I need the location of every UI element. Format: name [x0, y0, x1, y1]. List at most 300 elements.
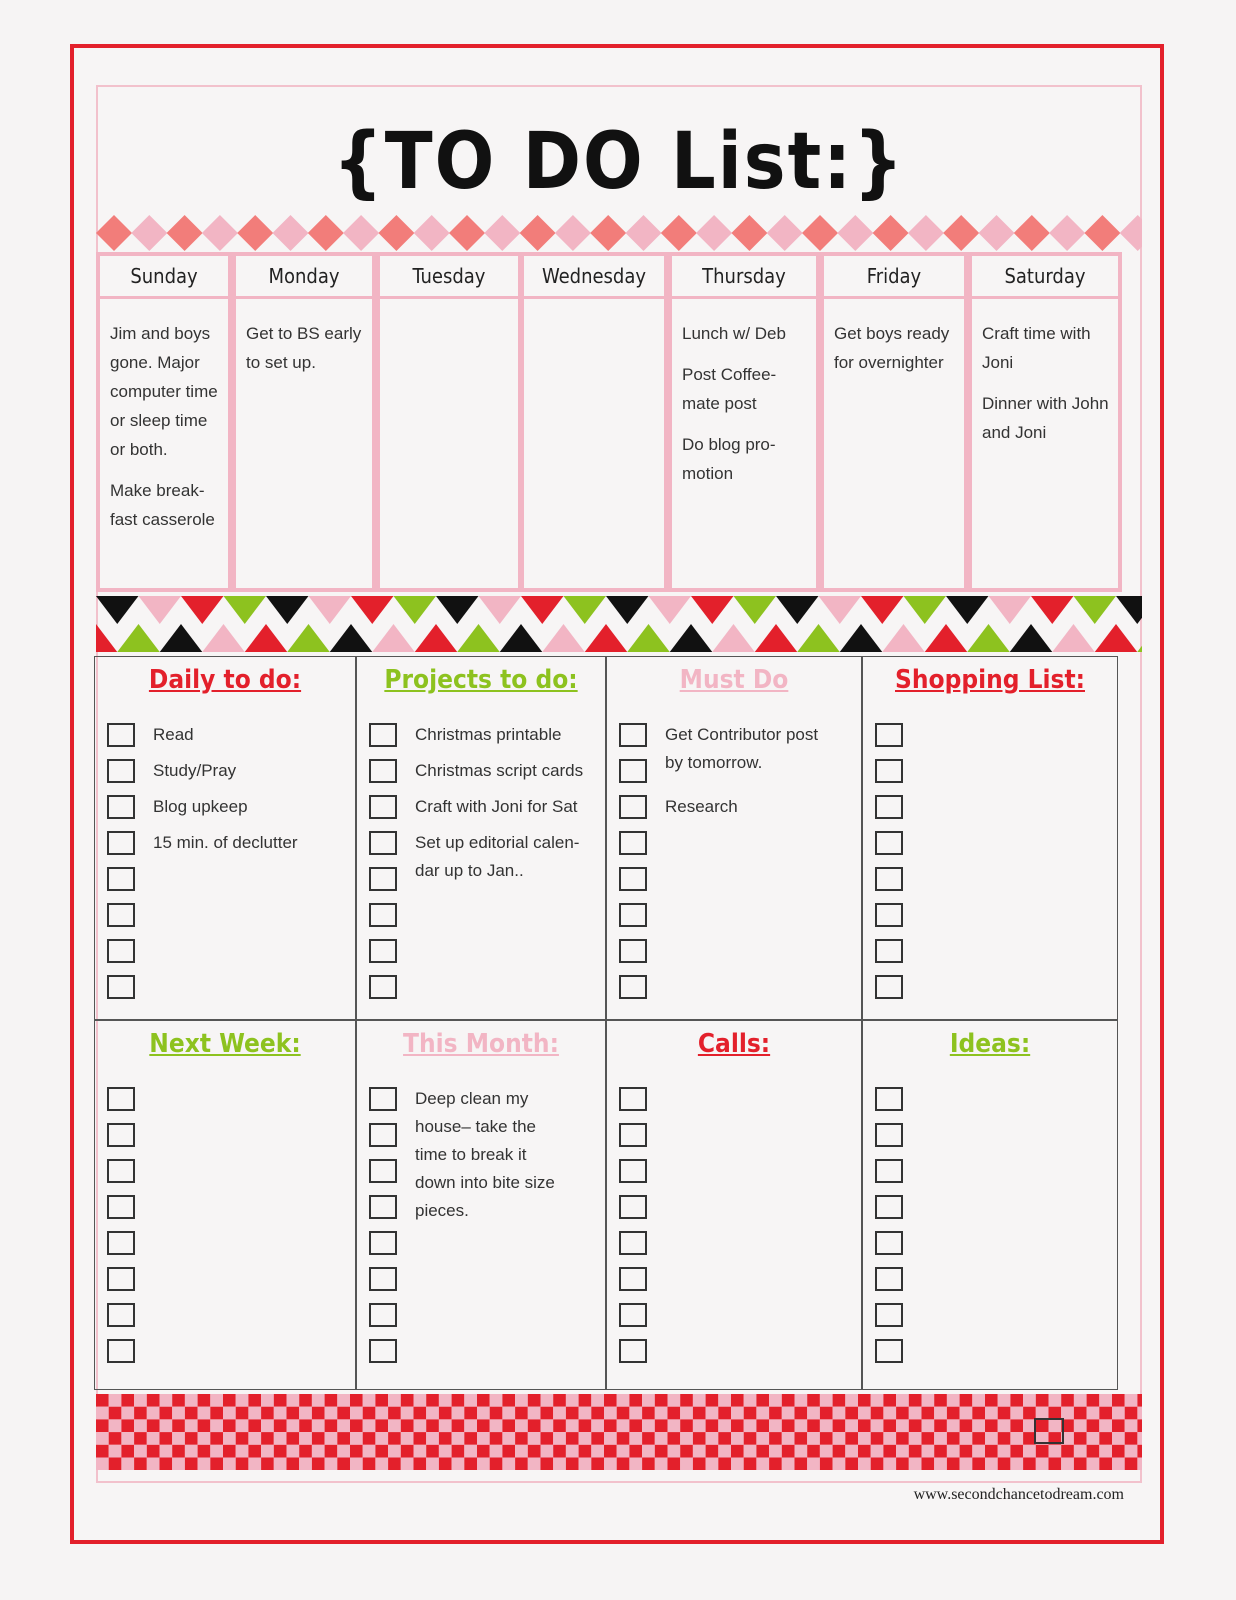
checker-square [769, 1407, 782, 1420]
checker-square [693, 1458, 706, 1471]
checker-square [883, 1445, 896, 1458]
checker-square [464, 1394, 477, 1407]
checker-square [579, 1432, 592, 1445]
triangle-shape [202, 624, 245, 652]
checker-square [350, 1445, 363, 1458]
checker-square [1036, 1458, 1049, 1471]
diamond-shape [484, 215, 520, 251]
checkbox[interactable] [107, 723, 135, 747]
triangle-shape [819, 596, 862, 624]
checker-square [109, 1458, 122, 1471]
checker-square [718, 1394, 731, 1407]
checkbox[interactable] [107, 975, 135, 999]
triangle-shape [181, 596, 224, 624]
day-note: Lunch w/ Deb [682, 324, 786, 343]
checker-square [1099, 1432, 1112, 1445]
checkbox[interactable] [619, 831, 647, 855]
checker-square [210, 1407, 223, 1420]
checker-square [248, 1432, 261, 1445]
checklist-item-text: Christmas script cards [415, 761, 584, 780]
checkbox[interactable] [875, 1303, 903, 1327]
checker-square [731, 1432, 744, 1445]
section-title: Next Week: [149, 1029, 301, 1059]
checker-square [325, 1432, 338, 1445]
checker-square [490, 1445, 503, 1458]
checker-square [909, 1419, 922, 1432]
checker-square [541, 1407, 554, 1420]
checker-square [198, 1407, 211, 1420]
checker-square [375, 1407, 388, 1420]
checker-square [998, 1407, 1011, 1420]
checker-square [896, 1419, 909, 1432]
checker-square [960, 1445, 973, 1458]
checker-square [668, 1432, 681, 1445]
checker-square [947, 1458, 960, 1471]
section-must-do [606, 656, 862, 1020]
checker-square [947, 1419, 960, 1432]
day-column-thursday [668, 252, 820, 592]
checker-square [668, 1419, 681, 1432]
checker-square [426, 1394, 439, 1407]
section-title: Projects to do: [384, 665, 578, 695]
checker-square [541, 1394, 554, 1407]
checker-square [985, 1458, 998, 1471]
diamond-shape [908, 215, 944, 251]
checker-square [1087, 1445, 1100, 1458]
checkbox[interactable] [369, 975, 397, 999]
checkbox[interactable] [369, 1087, 397, 1111]
checker-square [680, 1394, 693, 1407]
checkbox[interactable] [875, 1195, 903, 1219]
checker-square [185, 1445, 198, 1458]
diamond-shape [131, 215, 167, 251]
checklist-item-text: Study/Pray [153, 761, 237, 780]
checker-square [477, 1419, 490, 1432]
checker-square [337, 1445, 350, 1458]
checker-square [134, 1419, 147, 1432]
checkbox[interactable] [107, 759, 135, 783]
page-title: {TO DO List:} [332, 117, 906, 207]
checker-square [566, 1419, 579, 1432]
checkbox[interactable] [619, 939, 647, 963]
day-note: Get boys ready for overnighter [834, 324, 950, 372]
checker-square [210, 1432, 223, 1445]
checker-square [604, 1394, 617, 1407]
checker-square [1099, 1394, 1112, 1407]
triangle-shape [861, 596, 904, 624]
checker-square [274, 1432, 287, 1445]
checklist-item-text: 15 min. of declutter [153, 833, 298, 852]
checker-square [642, 1458, 655, 1471]
checkbox[interactable] [875, 723, 903, 747]
checkbox[interactable] [107, 795, 135, 819]
checkbox[interactable] [619, 1195, 647, 1219]
diamond-shape [1049, 215, 1085, 251]
checkbox[interactable] [619, 1339, 647, 1363]
day-column-monday [232, 252, 376, 592]
checker-square [604, 1445, 617, 1458]
checker-square [147, 1407, 160, 1420]
checkbox[interactable] [369, 759, 397, 783]
checker-square [566, 1407, 579, 1420]
checker-square [820, 1458, 833, 1471]
day-note: Make break-fast casserole [110, 481, 215, 529]
checker-square [121, 1445, 134, 1458]
diamond-shape [167, 215, 203, 251]
checkbox[interactable] [875, 795, 903, 819]
checkbox[interactable] [369, 723, 397, 747]
checker-square [820, 1394, 833, 1407]
checker-square [756, 1432, 769, 1445]
checker-square [426, 1432, 439, 1445]
checker-square [325, 1419, 338, 1432]
checker-square [490, 1394, 503, 1407]
checker-square [172, 1458, 185, 1471]
checkbox[interactable] [619, 867, 647, 891]
checker-square [629, 1394, 642, 1407]
checker-square [706, 1458, 719, 1471]
checkbox[interactable] [107, 1123, 135, 1147]
checker-square [693, 1432, 706, 1445]
footer-checkbox[interactable] [1034, 1418, 1064, 1444]
checker-square [795, 1419, 808, 1432]
checkbox[interactable] [619, 1303, 647, 1327]
checklist-item-text: Set up editorial calen- dar up to Jan.. [415, 833, 580, 880]
checkbox[interactable] [875, 867, 903, 891]
checkbox[interactable] [875, 939, 903, 963]
checkbox[interactable] [369, 795, 397, 819]
checker-square [172, 1445, 185, 1458]
checker-square [718, 1407, 731, 1420]
checkbox[interactable] [369, 1231, 397, 1255]
checker-square [1074, 1407, 1087, 1420]
checker-square [693, 1445, 706, 1458]
checkbox[interactable] [107, 1159, 135, 1183]
day-name: Wednesday [524, 256, 664, 299]
checker-square [769, 1394, 782, 1407]
checker-square [464, 1432, 477, 1445]
triangle-shape [457, 624, 500, 652]
checker-square [947, 1394, 960, 1407]
checker-square [795, 1445, 808, 1458]
checker-square [185, 1407, 198, 1420]
triangle-shape [797, 624, 840, 652]
checkbox[interactable] [619, 759, 647, 783]
checkbox[interactable] [875, 1087, 903, 1111]
checker-square [604, 1432, 617, 1445]
checkbox[interactable] [369, 939, 397, 963]
day-name: Saturday [972, 256, 1118, 299]
checker-square [922, 1407, 935, 1420]
checker-square [464, 1407, 477, 1420]
checker-square [375, 1394, 388, 1407]
checker-square [147, 1458, 160, 1471]
checker-square [541, 1458, 554, 1471]
checkbox[interactable] [369, 903, 397, 927]
checker-square [464, 1458, 477, 1471]
checkbox[interactable] [619, 1159, 647, 1183]
checker-square [1036, 1445, 1049, 1458]
checkbox[interactable] [875, 903, 903, 927]
checkbox[interactable] [619, 795, 647, 819]
checkbox[interactable] [369, 1267, 397, 1291]
day-note: Dinner with John and Joni [982, 394, 1109, 442]
diamond-shape [414, 215, 450, 251]
checkbox[interactable] [875, 1123, 903, 1147]
checker-square [452, 1407, 465, 1420]
checker-square [769, 1419, 782, 1432]
day-column-friday [820, 252, 968, 592]
checker-square [287, 1394, 300, 1407]
triangle-border [96, 596, 1142, 652]
diamond-shape [731, 215, 767, 251]
section-title: Daily to do: [148, 665, 302, 695]
checker-square [871, 1419, 884, 1432]
checkbox[interactable] [619, 723, 647, 747]
triangle-shape [1031, 596, 1074, 624]
checker-square [248, 1394, 261, 1407]
checker-square [934, 1445, 947, 1458]
checker-square [388, 1407, 401, 1420]
checker-square [363, 1432, 376, 1445]
diamond-shape [1084, 215, 1120, 251]
checkbox[interactable] [875, 759, 903, 783]
checker-square [858, 1458, 871, 1471]
checker-square [350, 1419, 363, 1432]
checker-square [706, 1394, 719, 1407]
checkbox[interactable] [107, 1303, 135, 1327]
checker-square [795, 1394, 808, 1407]
checker-square [591, 1432, 604, 1445]
checker-square [261, 1458, 274, 1471]
triangle-shape [1074, 596, 1117, 624]
checker-square [401, 1394, 414, 1407]
checkbox[interactable] [369, 867, 397, 891]
triangle-shape [691, 596, 734, 624]
checkbox[interactable] [107, 867, 135, 891]
checkbox[interactable] [619, 1087, 647, 1111]
checker-square [185, 1432, 198, 1445]
day-notes[interactable] [100, 299, 228, 534]
checkbox[interactable] [619, 1267, 647, 1291]
diamond-shape [520, 215, 556, 251]
checker-square [337, 1394, 350, 1407]
checkbox[interactable] [875, 1231, 903, 1255]
checker-square [210, 1445, 223, 1458]
triangle-shape [542, 624, 585, 652]
checker-square [617, 1458, 630, 1471]
checker-square [198, 1445, 211, 1458]
checker-square [1023, 1394, 1036, 1407]
checker-square [782, 1445, 795, 1458]
checker-square [858, 1407, 871, 1420]
day-column-tuesday [376, 252, 522, 592]
checkbox[interactable] [107, 903, 135, 927]
checker-square [731, 1394, 744, 1407]
checkbox[interactable] [875, 1159, 903, 1183]
day-notes[interactable] [972, 299, 1118, 447]
day-notes[interactable] [236, 299, 372, 377]
checker-square [693, 1419, 706, 1432]
checkbox[interactable] [619, 1123, 647, 1147]
day-notes[interactable] [672, 299, 816, 488]
checker-square [845, 1407, 858, 1420]
checker-square [591, 1445, 604, 1458]
checker-square [1049, 1394, 1062, 1407]
checkbox[interactable] [107, 1231, 135, 1255]
triangle-shape [670, 624, 713, 652]
checker-square [121, 1394, 134, 1407]
checkbox[interactable] [619, 1231, 647, 1255]
checkbox[interactable] [875, 1339, 903, 1363]
task-grid [94, 656, 1118, 1390]
week-days [96, 252, 1142, 592]
triangle-shape [479, 596, 522, 624]
checker-square [680, 1407, 693, 1420]
checker-square [579, 1458, 592, 1471]
triangle-shape [904, 596, 947, 624]
triangle-shape [564, 596, 607, 624]
checker-square [210, 1458, 223, 1471]
checkbox[interactable] [875, 975, 903, 999]
checker-square [744, 1394, 757, 1407]
footer-url[interactable]: www.secondchancetodream.com [913, 1486, 1124, 1503]
checker-square [845, 1394, 858, 1407]
checker-square [439, 1445, 452, 1458]
checker-square [998, 1458, 1011, 1471]
checkbox[interactable] [107, 831, 135, 855]
checker-square [1137, 1432, 1142, 1445]
diamond-shape [1014, 215, 1050, 251]
checker-square [883, 1394, 896, 1407]
checker-square [160, 1419, 173, 1432]
checker-square [871, 1432, 884, 1445]
checkbox[interactable] [369, 1195, 397, 1219]
checkbox[interactable] [107, 1339, 135, 1363]
diamond-border [96, 211, 1142, 255]
checker-square [1074, 1445, 1087, 1458]
diamond-shape [661, 215, 697, 251]
day-name: Thursday [672, 256, 816, 299]
checker-square [426, 1445, 439, 1458]
day-notes[interactable] [824, 299, 964, 377]
checker-square [223, 1419, 236, 1432]
checker-square [1112, 1407, 1125, 1420]
checkbox[interactable] [369, 1159, 397, 1183]
checker-square [541, 1445, 554, 1458]
checker-square [452, 1458, 465, 1471]
checker-square [795, 1407, 808, 1420]
checker-square [1010, 1407, 1023, 1420]
checker-square [807, 1432, 820, 1445]
checker-square [160, 1407, 173, 1420]
checker-square [985, 1432, 998, 1445]
checker-square [985, 1419, 998, 1432]
checker-square [109, 1394, 122, 1407]
triangle-shape [734, 596, 777, 624]
checkbox[interactable] [107, 1087, 135, 1111]
day-notes[interactable] [524, 299, 664, 319]
checker-square [210, 1419, 223, 1432]
checker-square [845, 1419, 858, 1432]
checkbox[interactable] [369, 1303, 397, 1327]
checker-square [312, 1458, 325, 1471]
checkbox[interactable] [619, 903, 647, 927]
checker-square [566, 1458, 579, 1471]
checkbox[interactable] [369, 1339, 397, 1363]
checker-square [744, 1432, 757, 1445]
checker-square [121, 1458, 134, 1471]
checker-square [439, 1407, 452, 1420]
checker-square [147, 1394, 160, 1407]
checker-square [769, 1458, 782, 1471]
checker-square [896, 1394, 909, 1407]
checker-square [388, 1458, 401, 1471]
checker-square [134, 1432, 147, 1445]
day-notes[interactable] [380, 299, 518, 319]
section-projects-to-do [356, 656, 606, 1020]
checker-square [883, 1407, 896, 1420]
checker-square [401, 1419, 414, 1432]
checker-square [1112, 1394, 1125, 1407]
checkbox[interactable] [875, 831, 903, 855]
checker-square [909, 1407, 922, 1420]
checker-square [591, 1407, 604, 1420]
checker-square [401, 1407, 414, 1420]
checker-square [185, 1458, 198, 1471]
checker-square [134, 1407, 147, 1420]
checkbox[interactable] [107, 1267, 135, 1291]
checker-square [617, 1394, 630, 1407]
checker-square [896, 1432, 909, 1445]
checkbox[interactable] [107, 1195, 135, 1219]
checker-square [363, 1394, 376, 1407]
checkbox[interactable] [875, 1267, 903, 1291]
checker-square [998, 1432, 1011, 1445]
checkbox[interactable] [107, 939, 135, 963]
checker-square [642, 1394, 655, 1407]
section-calls [606, 1020, 862, 1390]
checker-square [1087, 1432, 1100, 1445]
checker-square [109, 1419, 122, 1432]
checker-square [490, 1458, 503, 1471]
checkbox[interactable] [619, 975, 647, 999]
checker-square [972, 1432, 985, 1445]
checker-square [1125, 1458, 1138, 1471]
checker-square [972, 1407, 985, 1420]
checker-square [198, 1458, 211, 1471]
checker-square [299, 1458, 312, 1471]
checker-square [439, 1432, 452, 1445]
diamond-shape [378, 215, 414, 251]
checker-square [414, 1394, 427, 1407]
checker-square [985, 1394, 998, 1407]
checker-square [871, 1445, 884, 1458]
checker-square [160, 1458, 173, 1471]
checker-square [1010, 1458, 1023, 1471]
checker-square [477, 1458, 490, 1471]
diamond-shape [96, 215, 132, 251]
checker-square [401, 1445, 414, 1458]
triangle-shape [96, 624, 117, 652]
checker-square [1049, 1458, 1062, 1471]
checker-square [1137, 1458, 1142, 1471]
checker-square [96, 1407, 109, 1420]
triangle-shape [755, 624, 798, 652]
checker-square [312, 1445, 325, 1458]
checkbox[interactable] [369, 831, 397, 855]
checkbox[interactable] [369, 1123, 397, 1147]
